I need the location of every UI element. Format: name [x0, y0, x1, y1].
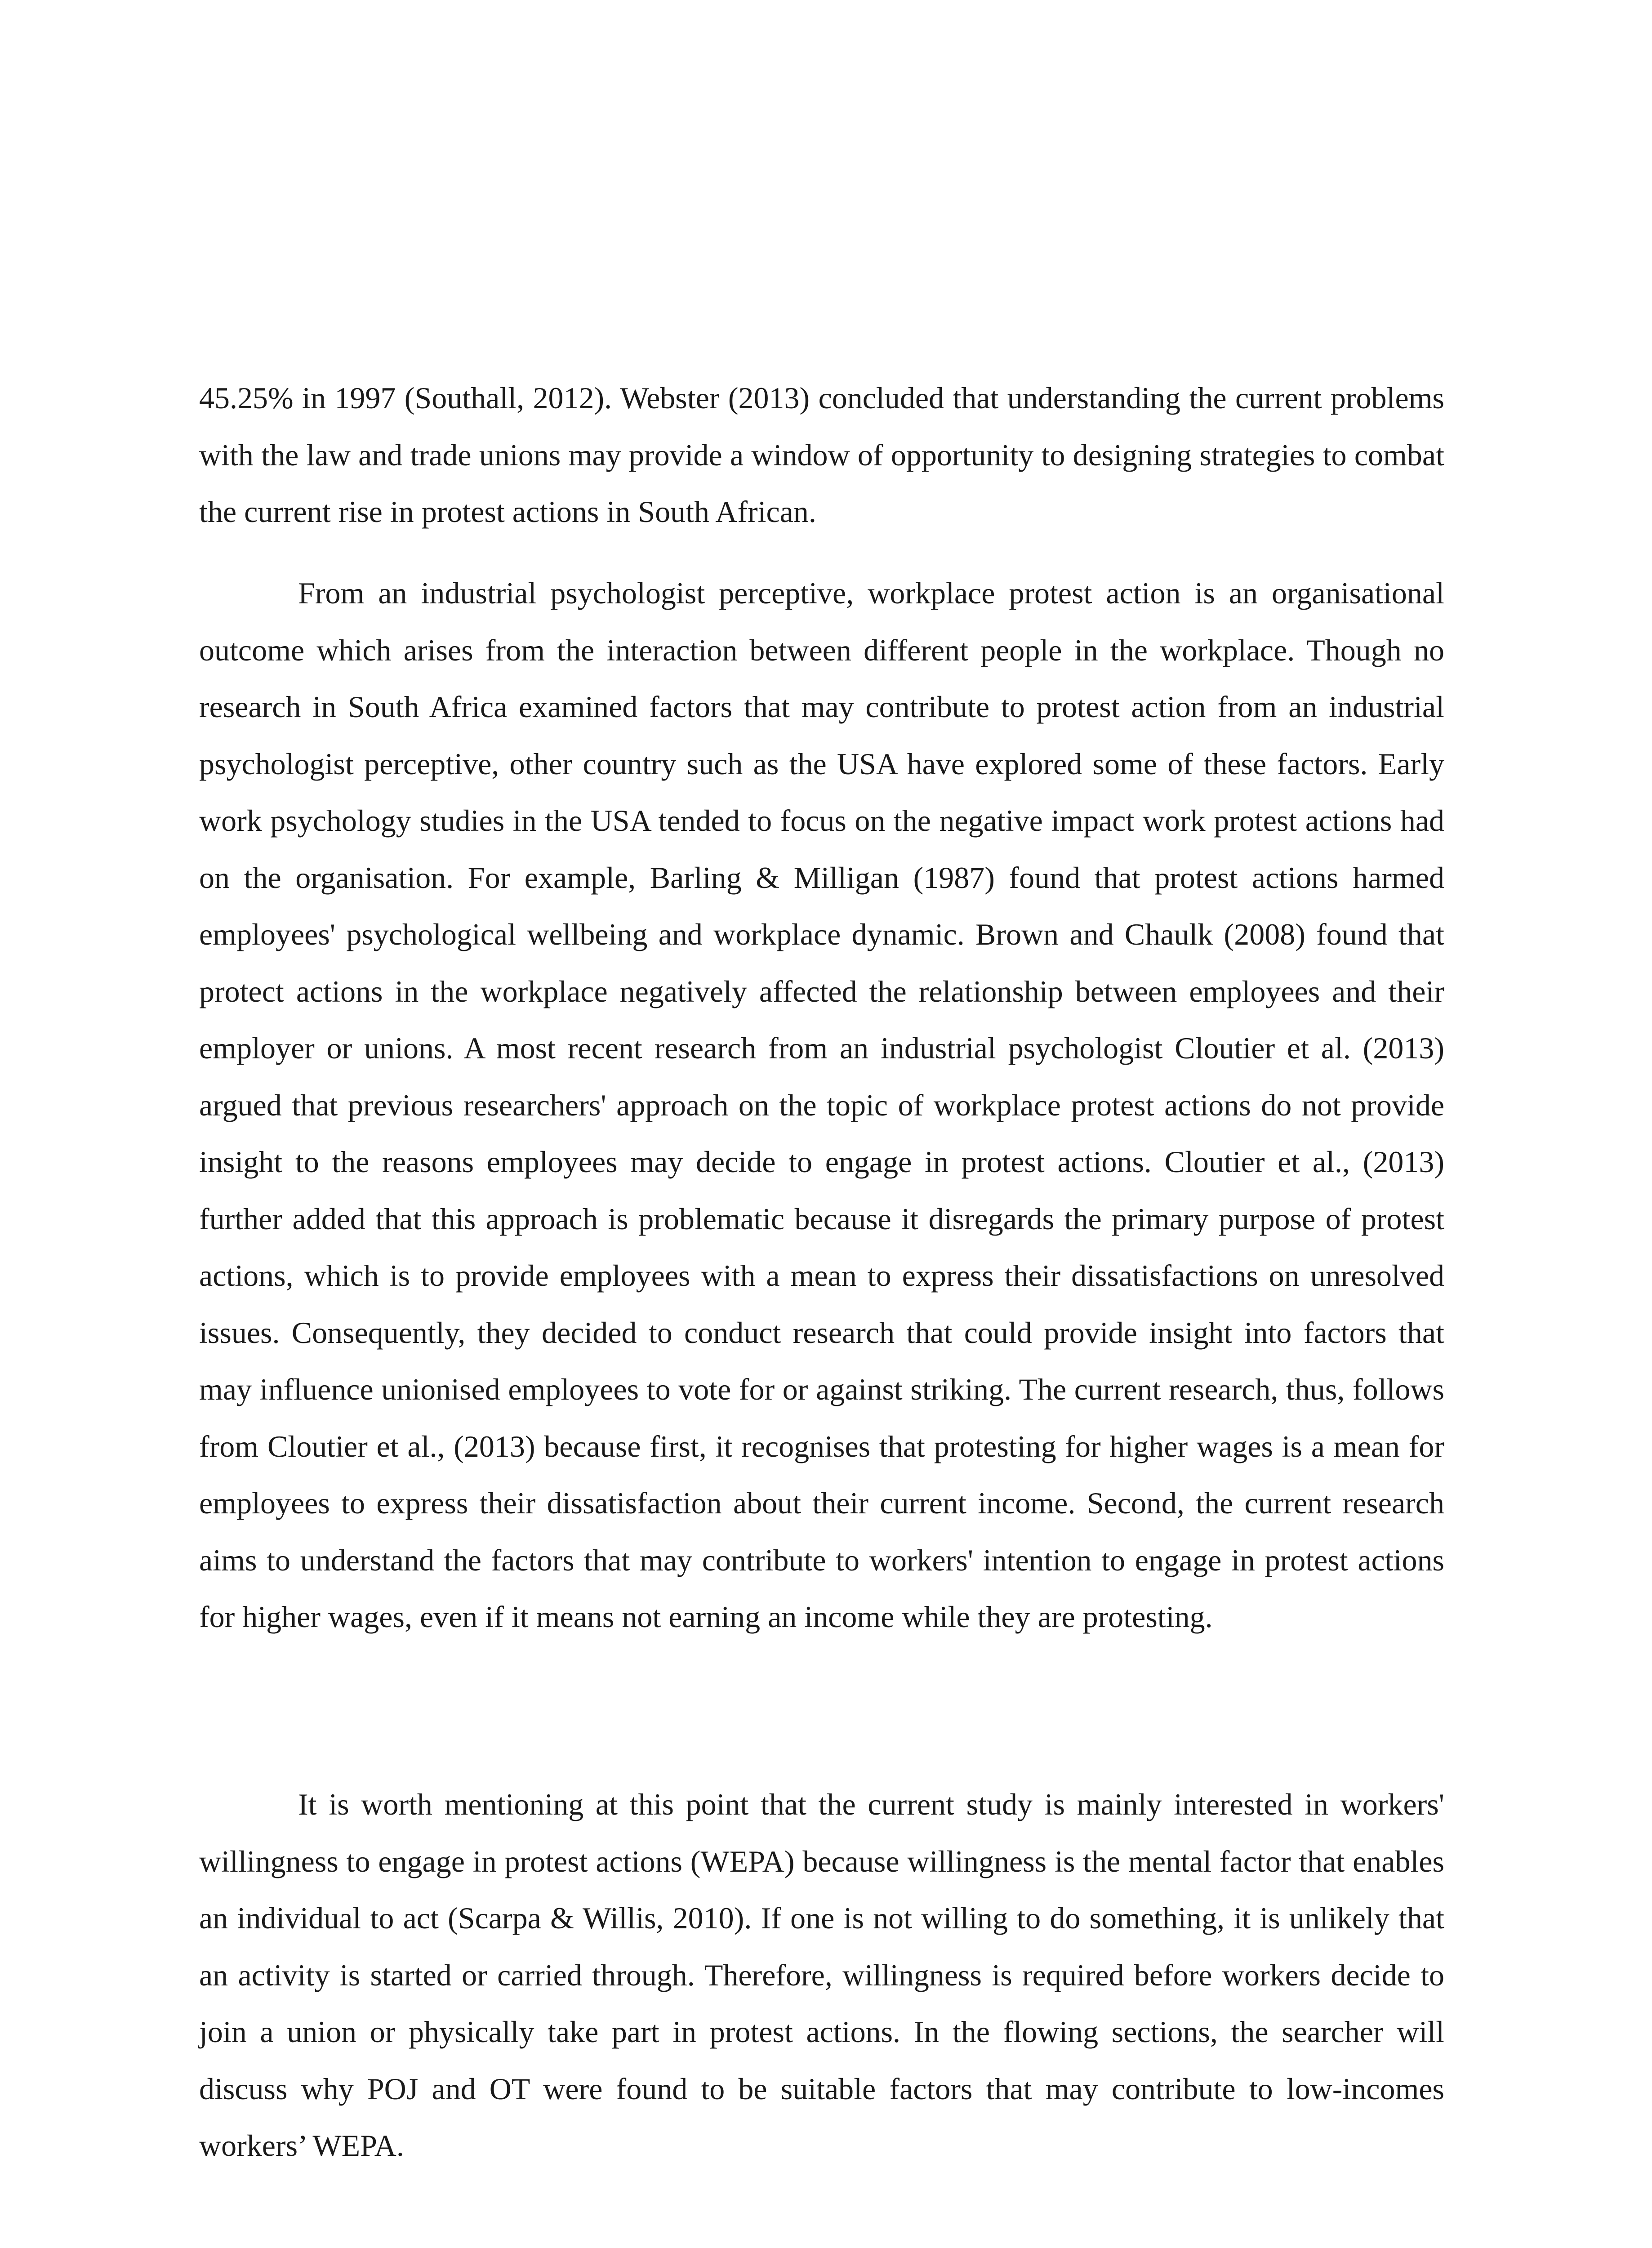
paragraph-2: From an industrial psychologist perceptive, workplace protest action is an organisational outcome which arises from the interaction between different people in the workplace. Though no research in South Africa examined factors that may contribute to protest action from an industrial psychologist perceptive, other country such as the USA have explored some of these factors. Early work psychology studies in the USA tended to focus on the negative impact work protest actions had on the organisation. For example, Barling & Milligan (1987) found that protest actions harmed employees' psychological wellbeing and workplace dynamic. Brown and Chaulk (2008) found that protect actions in the workplace negatively affected the relationship between employees and their employer or unions. A most recent research from an industrial psychologist Cloutier et al. (2013) argued that previous researchers' approach on the topic of workplace protest actions do not provide insight to the reasons employees may decide to engage in protest actions. Cloutier et al., (2013) further added that this approach is problematic because it disregards the primary purpose of protest actions, which is to provide employees with a mean to express their dissatisfactions on unresolved issues. Consequently, they decided to conduct research that could provide insight into factors that may influence unionised employees to vote for or against striking. The current research, thus, follows from Cloutier et al., (2013) because first, it recognises that protesting for higher wages is a mean for employees to express their dissatisfaction about their current income. Second, the current research aims to understand the factors that may contribute to workers' intention to engage in protest actions for higher wages, even if it means not earning an income while they are protesting.: [199, 576, 1444, 1634]
paragraph-1: 45.25% in 1997 (Southall, 2012). Webster (2013) concluded that understanding the current problems with the law and trade unions may provide a window of opportunity to designing strategies to combat the current rise in protest actions in South African.: [199, 381, 1444, 529]
paragraph-3: It is worth mentioning at this point that the current study is mainly interested in workers' willingness to engage in protest actions (WEPA) because willingness is the mental factor that enables an individual to act (Scarpa & Willis, 2010). If one is not willing to do something, it is unlikely that an activity is started or carried through. Therefore, willingness is required before workers decide to join a union or physically take part in protest actions. In the flowing sections, the searcher will discuss why POJ and OT were found to be suitable factors that may contribute to low-incomes workers’ WEPA.: [199, 1787, 1444, 2163]
